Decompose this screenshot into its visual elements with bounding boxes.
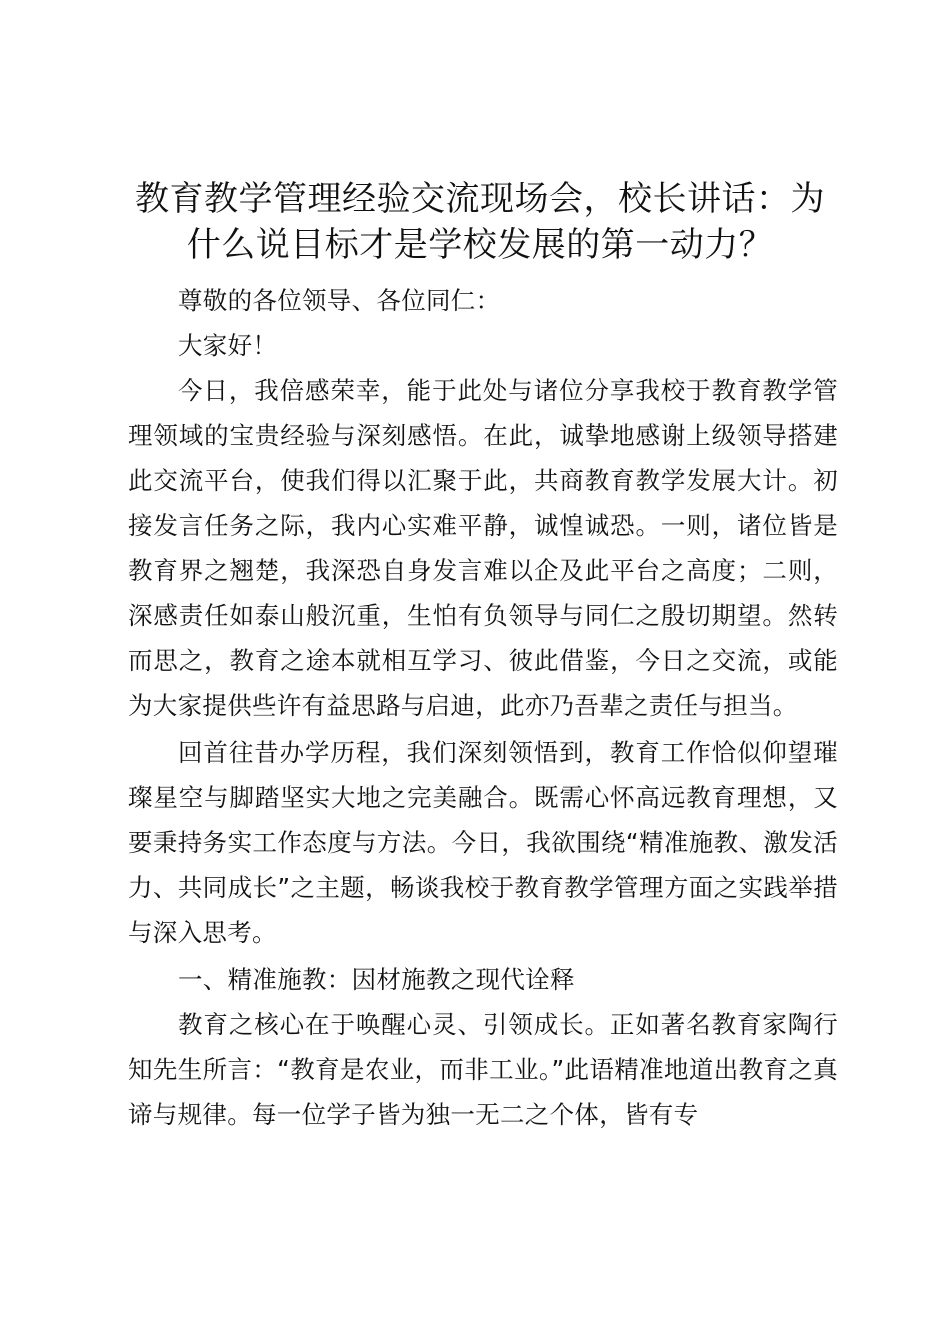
title-line-1: 教育教学管理经验交流现场会，校长讲话：为: [135, 179, 825, 219]
greeting: 大家好！: [178, 331, 278, 360]
paragraph-section-1: 教育之核心在于唤醒心灵、引领成长。正如著名教育家陶行知先生所言：“教育是农业，而非工业。”此语精准地道出教育之真谛与规律。每一位学子皆为独一无二之个体，皆有专: [128, 1010, 838, 1129]
document-title: [110, 176, 850, 268]
section-heading-1: 一、精准施教：因材施教之现代诠释: [178, 965, 575, 994]
document-body: [128, 278, 838, 1137]
paragraph-review: 回首往昔办学历程，我们深刻领悟到，教育工作恰似仰望璀璨星空与脚踏坚实大地之完美融合。既需心怀高远教育理想，又要秉持务实工作态度与方法。今日，我欲围绕“精准施教、激发活力、共同成长”之主题，畅谈我校于教育教学管理方面之实践举措与深入思考。: [128, 738, 838, 947]
paragraph-opening: 今日，我倍感荣幸，能于此处与诸位分享我校于教育教学管理领域的宝贵经验与深刻感悟。在此，诚挚地感谢上级领导搭建此交流平台，使我们得以汇聚于此，共商教育教学发展大计。初接发言任务之际，我内心实难平静，诚惶诚恐。一则，诸位皆是教育界之翘楚，我深恐自身发言难以企及此平台之高度；二则，深感责任如泰山般沉重，生怕有负领导与同仁之殷切期望。然转而思之，教育之途本就相互学习、彼此借鉴，今日之交流，或能为大家提供些许有益思路与启迪，此亦乃吾辈之责任与担当。: [128, 376, 838, 720]
salutation: 尊敬的各位领导、各位同仁：: [178, 286, 501, 315]
title-line-2: 什么说目标才是学校发展的第一动力？: [186, 225, 774, 265]
